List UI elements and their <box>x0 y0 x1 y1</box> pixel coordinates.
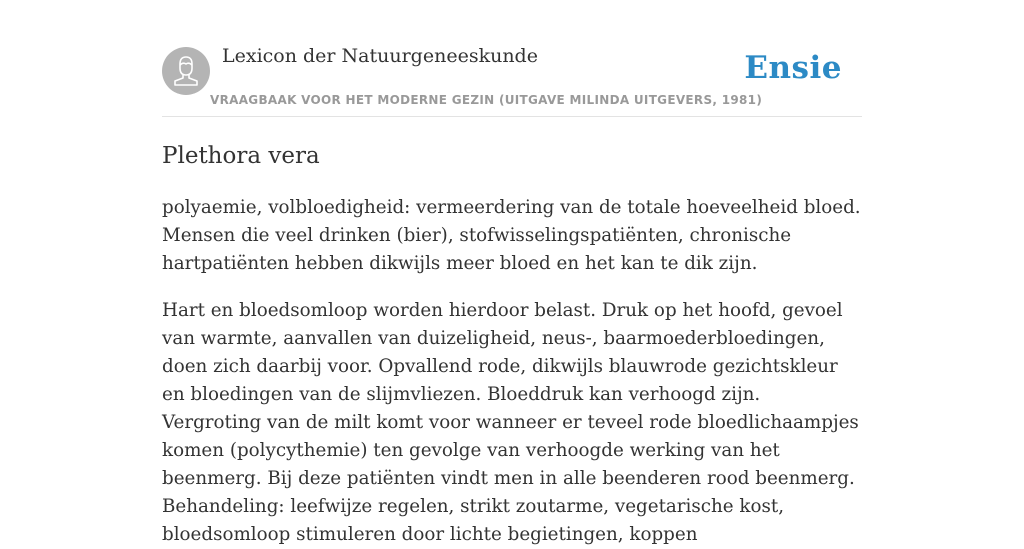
brand-logo[interactable]: Ensie <box>744 50 842 86</box>
source-title[interactable]: Lexicon der Natuurgeneeskunde <box>222 45 538 67</box>
avatar[interactable] <box>162 47 210 95</box>
source-subtitle: VRAAGBAAK VOOR HET MODERNE GEZIN (UITGAVE MILINDA UITGEVERS, 1981) <box>210 93 763 107</box>
entry-paragraph: Hart en bloedsomloop worden hierdoor belast. Druk op het hoofd, gevoel van warmte, aanvallen van duizeligheid, neus-, baarmoederbloedingen, doen zich daarbij voor. Opvallend rode, dikwijls blauwrode gezichtskleur en bloedingen van de slijmvliezen. Bloeddruk kan verhoogd zijn. Vergroting van de milt komt voor wanneer er teveel rode bloedlichaampjes komen (polycythemie) ten gevolge van verhoogde werking van het beenmerg. Bij deze patiënten vindt men in alle beenderen rood beenmerg. Behandeling: leefwijze regelen, strikt zoutarme, vegetarische kost, bloedsomloop stimuleren door lichte begietingen, koppen <box>162 300 859 545</box>
entry-container <box>162 0 862 549</box>
entry-paragraph: polyaemie, volbloedigheid: vermeerdering van de totale hoeveelheid bloed. Mensen die veel drinken (bier), stofwisselingspatiënten, chronische hartpatiënten hebben dikwijls meer bloed en het kan te dik zijn. <box>162 197 861 274</box>
entry-title: Plethora vera <box>162 143 320 169</box>
entry-header <box>162 0 862 117</box>
user-silhouette-icon <box>162 47 210 95</box>
